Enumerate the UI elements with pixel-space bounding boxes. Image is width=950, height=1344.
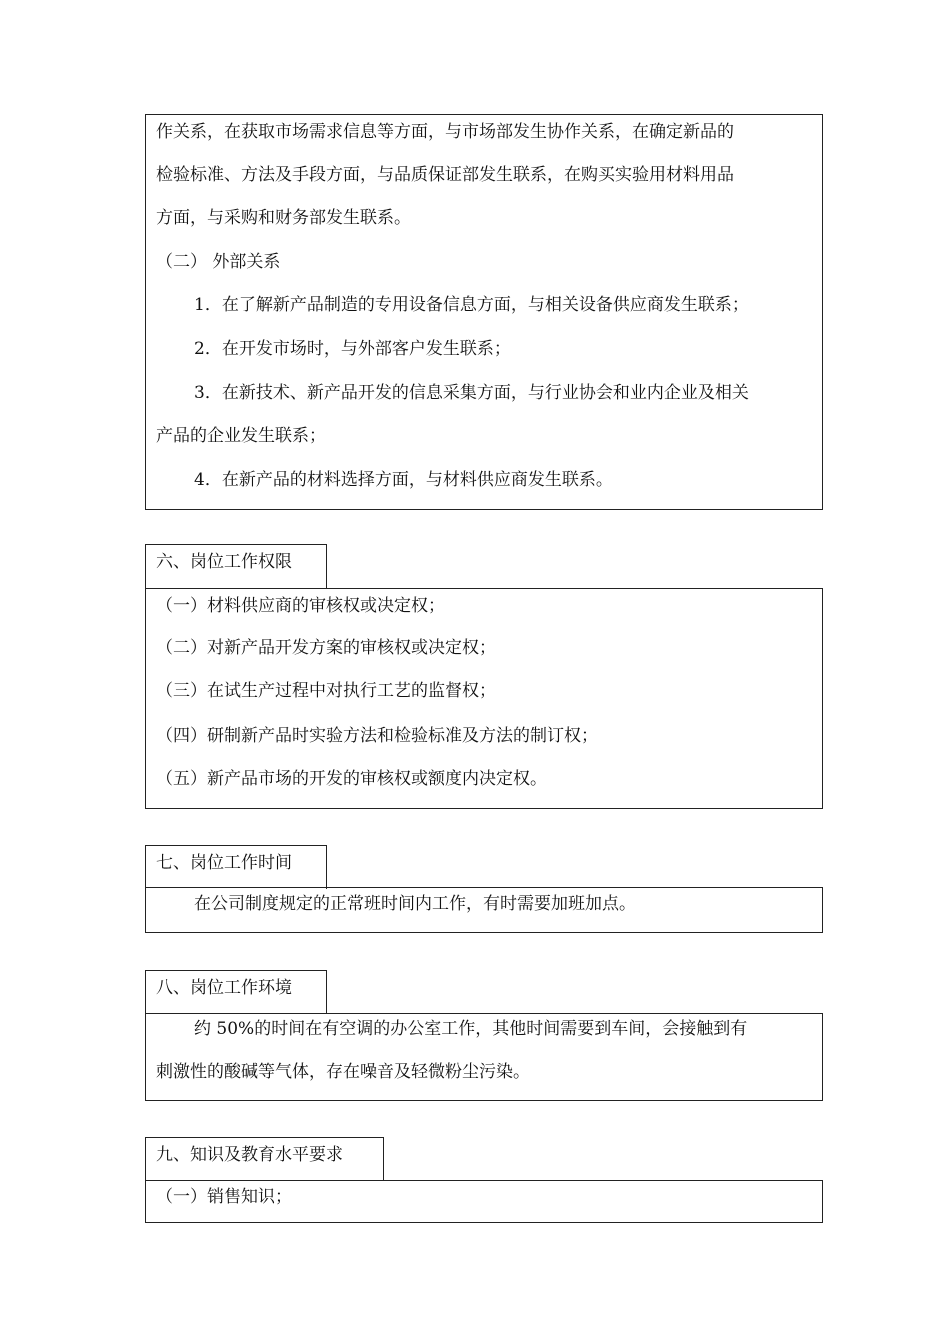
section8-title-text: 八、岗位工作环境 xyxy=(156,978,292,998)
section6-box xyxy=(145,588,823,809)
internal-relations-line-2: 检验标准、方法及手段方面，与品质保证部发生联系，在购买实验用材料用品 xyxy=(156,165,734,185)
internal-relations-line-1: 作关系，在获取市场需求信息等方面，与市场部发生协作关系，在确定新品的 xyxy=(156,122,734,142)
external-relations-heading: （二） 外部关系 xyxy=(156,252,281,272)
section7-title-text: 七、岗位工作时间 xyxy=(156,853,292,873)
knowledge-item-1: （一）销售知识； xyxy=(156,1187,292,1207)
internal-relations-line-3: 方面，与采购和财务部发生联系。 xyxy=(156,208,411,228)
authority-item-2: （二）对新产品开发方案的审核权或决定权； xyxy=(156,638,496,658)
section8-title xyxy=(145,970,327,1014)
section9-title xyxy=(145,1137,384,1181)
section9-title-text: 九、知识及教育水平要求 xyxy=(156,1145,343,1165)
section9-box xyxy=(145,1180,823,1223)
authority-item-4: （四）研制新产品时实验方法和检验标准及方法的制订权； xyxy=(156,726,598,746)
authority-item-3: （三）在试生产过程中对执行工艺的监督权； xyxy=(156,681,496,701)
environment-line-2: 刺激性的酸碱等气体，存在噪音及轻微粉尘污染。 xyxy=(156,1062,530,1082)
section7-box xyxy=(145,887,823,933)
relations-box xyxy=(145,114,823,510)
work-time-text: 在公司制度规定的正常班时间内工作，有时需要加班加点。 xyxy=(194,894,636,914)
section6-title xyxy=(145,544,327,588)
section8-box xyxy=(145,1013,823,1101)
authority-item-5: （五）新产品市场的开发的审核权或额度内决定权。 xyxy=(156,769,547,789)
authority-item-1: （一）材料供应商的审核权或决定权； xyxy=(156,596,445,616)
external-item-2: 2．在开发市场时，与外部客户发生联系； xyxy=(194,339,511,359)
environment-line-1: 约 50%的时间在有空调的办公室工作，其他时间需要到车间，会接触到有 xyxy=(194,1019,748,1039)
external-item-3-cont: 产品的企业发生联系； xyxy=(156,426,326,446)
section7-title xyxy=(145,845,327,889)
external-item-1: 1．在了解新产品制造的专用设备信息方面，与相关设备供应商发生联系； xyxy=(194,295,749,315)
external-item-3: 3．在新技术、新产品开发的信息采集方面，与行业协会和业内企业及相关 xyxy=(194,383,749,403)
external-item-4: 4．在新产品的材料选择方面，与材料供应商发生联系。 xyxy=(194,470,613,490)
section6-title-text: 六、岗位工作权限 xyxy=(156,552,292,572)
